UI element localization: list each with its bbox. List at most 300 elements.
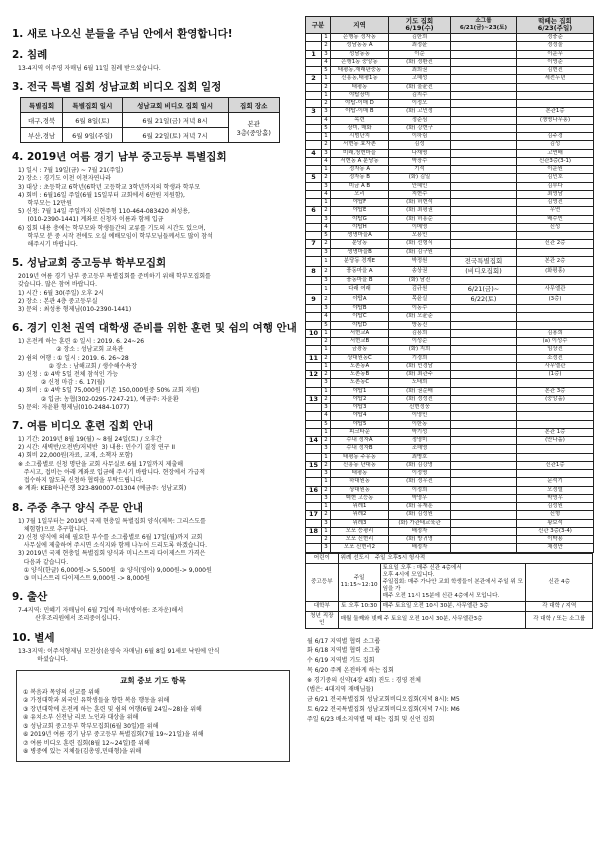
prayer-meeting-cell: 고혜성 bbox=[389, 75, 451, 83]
group-number-cell bbox=[306, 445, 322, 453]
prayer-meeting-cell: 송상권 bbox=[389, 266, 451, 276]
passing-text: 13-3지역: 이주석형제님 모친상(윤영숙 자매님) 6월 8일 91세로 낙원에 안식 하셨습니다. bbox=[18, 647, 220, 663]
prayer-meeting-cell: (화) 권순배 bbox=[389, 387, 451, 395]
table-row bbox=[306, 124, 594, 132]
meeting-schedule-table bbox=[305, 16, 594, 553]
prayer-meeting-cell: 도태희 bbox=[389, 379, 451, 387]
sub-number-cell: 3 bbox=[322, 215, 331, 223]
bread-breaking-cell: 이영준 bbox=[517, 58, 594, 66]
prayer-meeting-cell: 방동진 bbox=[389, 321, 451, 329]
bread-breaking-cell: 사무엘관 bbox=[517, 285, 594, 295]
small-group-cell bbox=[451, 276, 517, 284]
section-welcome bbox=[12, 26, 294, 41]
small-group-cell: 전국특별집회 bbox=[451, 256, 517, 266]
sub-number-cell: 1 bbox=[322, 34, 331, 42]
bread-breaking-cell bbox=[517, 420, 594, 428]
bread-breaking-cell: 황보석 bbox=[517, 519, 594, 527]
region-cell: 풍동마을 A bbox=[331, 266, 389, 276]
weekly-item: (범은: 4대지역 재배님들) bbox=[307, 686, 374, 694]
region-cell: 야탑장미 bbox=[331, 91, 389, 99]
prayer-meeting-cell: 김성 bbox=[389, 141, 451, 149]
region-cell: 위례3 bbox=[331, 519, 389, 527]
table-row bbox=[306, 166, 594, 174]
region-cell: 도촌동B bbox=[331, 371, 389, 379]
table-row bbox=[306, 174, 594, 182]
prayer-meeting-cell: 최정윤 bbox=[389, 42, 451, 50]
group-number-cell: 15 bbox=[306, 461, 322, 469]
group-number-cell bbox=[306, 428, 322, 436]
group-number-cell: 9 bbox=[306, 295, 322, 305]
small-group-cell bbox=[451, 34, 517, 42]
birth-text: 7-4지역: 민혜기 자매님이 6월 7일에 득녀(방이름: 조자운)해서 산후조리원에서 조리중이십니다. bbox=[18, 607, 184, 623]
prayer-meeting-cell: 이정명 bbox=[389, 470, 451, 478]
table-row bbox=[306, 157, 594, 165]
prayer-meeting-cell: 오용민 bbox=[389, 232, 451, 240]
prayer-meeting-cell: (화) 최관주 bbox=[389, 371, 451, 379]
region-cell: 금광동 bbox=[331, 346, 389, 354]
group-number-cell: 10 bbox=[306, 329, 322, 337]
sub-number-cell: 2 bbox=[322, 240, 331, 248]
region-cell: 태평동 주유동 bbox=[331, 453, 389, 461]
sub-number-cell: 2 bbox=[322, 207, 331, 215]
bread-breaking-cell: 고연배 bbox=[517, 149, 594, 157]
table-row bbox=[306, 67, 594, 75]
region-cell: 생명마을B bbox=[331, 248, 389, 256]
birth-heading: 9. 출산 bbox=[12, 591, 48, 604]
group-cell: 중고등부 bbox=[306, 563, 339, 601]
prayer-meeting-cell: 최병호 bbox=[389, 453, 451, 461]
prayer-meeting-cell: 김규원 bbox=[389, 285, 451, 295]
bread-breaking-cell: 김성원 bbox=[517, 503, 594, 511]
table-row bbox=[306, 362, 594, 370]
region-cell: 미금 A B bbox=[331, 182, 389, 190]
header-cell: 떡떼는 집회 6/23(주일) bbox=[517, 17, 594, 34]
sub-number-cell: 2 bbox=[322, 141, 331, 149]
region-cell: 서현교B bbox=[331, 338, 389, 346]
weekly-schedule bbox=[305, 637, 593, 725]
note-cell: 토요일 오후 : 매주 신관 4층에서 오후 4시에 모입니다. 주일집회: 매주 가나안 교회 학생들이 본관에서 주일 위 모임을 가 매주 오전 11시 15분에 신관 4층에서 모입니다. bbox=[380, 563, 526, 601]
training-trip-text: 1) 온전케 하는 훈련 ① 일시 : 2019. 6. 24~26 ② 장소 : 성남교회 교육관 2) 쉼의 여행 : ① 일시 : 2019. 6. 26~28 ② 장소 : 남해교회 / 생수해수욕장 3) 신청 : ① 4박 5일 전체 참석인 가능 ② 신청 마감 : 6. 17(월) 4) 회비 : ① 4박 5일 75,000원 (기존 150,000원중 50% 교회 지원) ② 입금: 농협(302-0295-7247-21), 예금주: 자윤환 5) 문의: 자윤환 형제님(010-2484-1077) bbox=[18, 338, 200, 411]
group-number-cell bbox=[306, 199, 322, 207]
prayer-meeting-cell: (화) 울윤진 bbox=[389, 83, 451, 91]
group-number-cell: 18 bbox=[306, 527, 322, 535]
video-schedule-heading: 3. 전국 특별 집회 성남교회 비디오 집회 일정 bbox=[12, 81, 222, 94]
group-number-cell bbox=[306, 470, 322, 478]
sub-number-cell: 3 bbox=[322, 544, 331, 552]
video-date-cell: 6월 21일(금) 저녁 8시 bbox=[122, 113, 228, 128]
group-number-cell bbox=[306, 494, 322, 502]
small-group-cell bbox=[451, 223, 517, 231]
time-cell: 토 오후 10:30 bbox=[338, 601, 380, 611]
region-cell: 풍동마을 B bbox=[331, 276, 389, 284]
small-group-cell bbox=[451, 437, 517, 445]
group-number-cell bbox=[306, 321, 322, 329]
region-cell: 성남동동 A bbox=[331, 42, 389, 50]
bread-breaking-cell bbox=[517, 404, 594, 412]
region-cell: 정자동 B bbox=[331, 174, 389, 182]
prayer-meeting-cell: 이정희 bbox=[389, 486, 451, 494]
order-guide-text: 1) 7월 1일부터는 2019년 국제 현충일 특별집회 양식(제목: 그리스도를 체험함)으로 추구합니다. 2) 신청 양식에 의해 필요한 부수를 소그룹별로 6월 17일(월)까지 교회 사무실에 제출하여 주시면 소식지와 함께 나누어 드리도록 하겠습니다. 3) 2019년 국제 현충일 특별집회 양식과 미니스트리 다이제스트 가격은 다음과 같습니다. ① 양식(한글) 6,000원-> 5,500원 ② 양식(영어) 9,000원-> 9,000원 ③ 미니스트리 다이제스트 9,000원 -> 8,000원 bbox=[18, 517, 212, 582]
bread-breaking-cell bbox=[517, 412, 594, 420]
region-cell: 야탑2 bbox=[331, 395, 389, 403]
small-group-cell bbox=[451, 141, 517, 149]
group-number-cell bbox=[306, 58, 322, 66]
bread-breaking-cell: 소정진 bbox=[517, 354, 594, 362]
bread-breaking-cell bbox=[517, 445, 594, 453]
bread-breaking-cell: 세전두년 bbox=[517, 75, 594, 83]
group-number-cell bbox=[306, 124, 322, 132]
sub-number-cell: 1 bbox=[322, 478, 331, 486]
weekly-item: 주일 6/23 배소지역별 떡 때는 집회 및 신언 집회 bbox=[307, 715, 435, 723]
small-group-cell bbox=[451, 544, 517, 552]
region-cell: 야탑G bbox=[331, 215, 389, 223]
table-row bbox=[306, 379, 594, 387]
group-number-cell bbox=[306, 83, 322, 91]
sub-number-cell: 2 bbox=[322, 338, 331, 346]
small-group-cell bbox=[451, 116, 517, 124]
sub-number-cell: 3 bbox=[322, 182, 331, 190]
table-row bbox=[306, 295, 594, 305]
prayer-meeting-cell: (화) 김성원 bbox=[389, 511, 451, 519]
bread-breaking-cell: (만나홀) bbox=[517, 437, 594, 445]
small-group-cell bbox=[451, 486, 517, 494]
small-group-cell bbox=[451, 166, 517, 174]
bread-breaking-cell: 본관1층 bbox=[517, 108, 594, 116]
sub-number-cell: 1 bbox=[322, 527, 331, 535]
small-group-cell bbox=[451, 207, 517, 215]
sub-number-cell: 1 bbox=[322, 362, 331, 370]
group-number-cell bbox=[306, 133, 322, 141]
small-group-cell bbox=[451, 379, 517, 387]
group-number-cell bbox=[306, 34, 322, 42]
section-order-guide bbox=[12, 500, 294, 584]
table-row bbox=[306, 611, 593, 628]
bread-breaking-cell: 박영우 bbox=[517, 494, 594, 502]
prayer-meeting-cell: 목윤실 bbox=[389, 295, 451, 305]
region-cell: 분당동 bbox=[331, 240, 389, 248]
sub-number-cell: 3 bbox=[322, 149, 331, 157]
group-number-cell: 17 bbox=[306, 511, 322, 519]
region-cell: 야탑A bbox=[331, 295, 389, 305]
prayer-meeting-cell: 이하림 bbox=[389, 133, 451, 141]
prayer-meeting-cell: 김지수 bbox=[389, 91, 451, 99]
header-cell: 집회 장소 bbox=[228, 98, 280, 113]
small-group-cell bbox=[451, 478, 517, 486]
region-cell: 상대원동 bbox=[331, 486, 389, 494]
small-group-cell bbox=[451, 100, 517, 108]
prayer-item: ④ 유치소부 신전남 리로 노인과 대상을 위해 bbox=[23, 714, 139, 722]
region-text: 위례 선도시 bbox=[340, 554, 370, 561]
sub-number-cell: 3 bbox=[322, 445, 331, 453]
table-row bbox=[306, 428, 594, 436]
baptism-heading: 2. 침례 bbox=[12, 49, 48, 61]
table-row bbox=[306, 536, 594, 544]
schedule-header-row bbox=[306, 17, 594, 34]
header-cell: 성남교회 비디오 집회 일시 bbox=[122, 98, 228, 113]
bread-breaking-cell: 임상진 bbox=[517, 346, 594, 354]
sub-number-cell: 4 bbox=[322, 223, 331, 231]
group-number-cell bbox=[306, 313, 322, 321]
group-number-cell: 8 bbox=[306, 266, 322, 276]
table-row bbox=[306, 232, 594, 240]
group-number-cell bbox=[306, 248, 322, 256]
prayer-item: ③ 장년대학에 온전케 하는 훈련 및 쉼의 여행(6월 24일~28)을 위해 bbox=[23, 705, 202, 713]
other-meetings-table bbox=[305, 553, 593, 629]
sub-number-cell: 2 bbox=[322, 354, 331, 362]
table-row bbox=[306, 346, 594, 354]
bread-breaking-cell: 본관 3층 bbox=[517, 387, 594, 395]
bread-breaking-cell: 신관 3층(3-4) bbox=[517, 527, 594, 535]
bread-breaking-cell: 우연 bbox=[517, 207, 594, 215]
table-row bbox=[306, 108, 594, 116]
region-cell: 태평동,재래판중동 bbox=[331, 67, 389, 75]
group-number-cell bbox=[306, 379, 322, 387]
small-group-cell bbox=[451, 157, 517, 165]
table-row bbox=[21, 113, 280, 128]
table-row bbox=[306, 519, 594, 527]
small-group-cell bbox=[451, 305, 517, 313]
prayer-meeting-cell: 이순 bbox=[389, 50, 451, 58]
group-number-cell bbox=[306, 305, 322, 313]
small-group-cell bbox=[451, 133, 517, 141]
table-row bbox=[306, 503, 594, 511]
region-cell: 위례2 bbox=[331, 511, 389, 519]
prayer-meeting-cell: (화) 강현구 bbox=[389, 124, 451, 132]
sub-number-cell: 5 bbox=[322, 232, 331, 240]
group-number-cell bbox=[306, 412, 322, 420]
group-number-cell bbox=[306, 100, 322, 108]
right-column bbox=[305, 16, 593, 725]
bread-breaking-cell: (화평홍) bbox=[517, 266, 594, 276]
region-cell: 도촌동A bbox=[331, 362, 389, 370]
table-row bbox=[306, 544, 594, 552]
group-number-cell bbox=[306, 223, 322, 231]
bread-breaking-cell: (1층) bbox=[517, 371, 594, 379]
table-row bbox=[306, 305, 594, 313]
region-cell: 목련 bbox=[331, 116, 389, 124]
group-number-cell bbox=[306, 91, 322, 99]
bread-breaking-cell: 이박용 bbox=[517, 536, 594, 544]
note-cell: 매월 둘째와 넷째 주 토요일 오전 10시 30분, 사무엘관3층 bbox=[338, 611, 526, 628]
table-row bbox=[306, 478, 594, 486]
group-number-cell: 13 bbox=[306, 395, 322, 403]
prayer-meeting-cell: 지현수 bbox=[389, 190, 451, 198]
prayer-meeting-cell: (화) 최평권 bbox=[389, 207, 451, 215]
bread-breaking-cell bbox=[517, 276, 594, 284]
sub-number-cell: 3 bbox=[322, 305, 331, 313]
table-row bbox=[306, 412, 594, 420]
group-number-cell bbox=[306, 166, 322, 174]
sub-number-cell: 2 bbox=[322, 486, 331, 494]
parents-meeting-heading: 5. 성남교회 중고등부 학부모집회 bbox=[12, 257, 167, 270]
table-row bbox=[306, 404, 594, 412]
region-cell: 장미, 매화 bbox=[331, 124, 389, 132]
small-group-cell bbox=[451, 321, 517, 329]
bread-breaking-cell: (3층) bbox=[517, 295, 594, 305]
sub-number-cell: 3 bbox=[322, 404, 331, 412]
table-row bbox=[306, 100, 594, 108]
region-cell: 오리 bbox=[331, 190, 389, 198]
small-group-cell bbox=[451, 412, 517, 420]
bread-breaking-cell: 정정울 bbox=[517, 42, 594, 50]
region-cell: 야탑B bbox=[331, 305, 389, 313]
table-row bbox=[306, 313, 594, 321]
table-row bbox=[306, 470, 594, 478]
region-cell: 야탑C bbox=[331, 313, 389, 321]
region-cell: 상대원동C bbox=[331, 354, 389, 362]
bread-breaking-cell bbox=[517, 248, 594, 256]
prayer-title: 교회 중보 기도 항목 bbox=[120, 675, 186, 685]
group-number-cell: 12 bbox=[306, 371, 322, 379]
welcome-heading: 1. 새로 나오신 분들을 주님 안에서 환영합니다! bbox=[12, 28, 233, 40]
section-summer-conference bbox=[12, 149, 294, 249]
prayer-item: ⑦ 여름 비디오 훈련 집회(8월 12~24일)를 위해 bbox=[23, 739, 150, 747]
sub-number-cell: 4 bbox=[322, 58, 331, 66]
bread-breaking-cell: 이운무 bbox=[517, 50, 594, 58]
header-cell: 기도 집회 6/19(수) bbox=[389, 17, 451, 34]
video-schedule-header-row bbox=[21, 98, 280, 113]
region-cell: 은행동 정자동 bbox=[331, 34, 389, 42]
place-cell: 각 대학 / 또는 소그룹 bbox=[526, 611, 593, 628]
small-group-cell: (비디오집회) bbox=[451, 266, 517, 276]
place-cell: 신관 4층 bbox=[526, 563, 593, 601]
table-row bbox=[306, 321, 594, 329]
prayer-meeting-cell: 기석 bbox=[389, 166, 451, 174]
place-cell: 각 대학 / 지역 bbox=[526, 601, 593, 611]
small-group-cell bbox=[451, 354, 517, 362]
group-number-cell bbox=[306, 346, 322, 354]
sub-number-cell: 4 bbox=[322, 157, 331, 165]
prayer-meeting-cell: 조해영 bbox=[389, 445, 451, 453]
region-cell: 오포 신현리 bbox=[331, 536, 389, 544]
prayer-meeting-cell: 박장수 bbox=[389, 157, 451, 165]
table-row bbox=[306, 116, 594, 124]
sub-number-cell: 3 bbox=[322, 379, 331, 387]
table-row bbox=[306, 256, 594, 266]
prayer-box bbox=[16, 670, 290, 762]
small-group-cell bbox=[451, 240, 517, 248]
small-group-cell bbox=[451, 461, 517, 469]
region-cell: 정자동 A bbox=[331, 166, 389, 174]
sub-number-cell: 1 bbox=[322, 503, 331, 511]
passing-heading: 10. 별세 bbox=[12, 631, 55, 644]
bread-breaking-cell: 김민호 bbox=[517, 174, 594, 182]
small-group-cell: 6/21(금)~ bbox=[451, 285, 517, 295]
prayer-meeting-cell: (화) 남진 bbox=[389, 276, 451, 284]
table-row bbox=[306, 149, 594, 157]
sub-number-cell: 1 bbox=[322, 453, 331, 461]
group-cell: 어린이 bbox=[306, 553, 339, 563]
header-cell: 구분 bbox=[306, 17, 331, 34]
date-cell: 6월 9일(주일) bbox=[63, 128, 123, 143]
bread-breaking-cell: 김성 bbox=[517, 141, 594, 149]
bread-breaking-cell bbox=[517, 379, 594, 387]
prayer-item: ⑧ 병중에 있는 지체들(김총영,민태형)을 위해 bbox=[23, 748, 142, 756]
region-cell: 야탑E bbox=[331, 207, 389, 215]
group-number-cell bbox=[306, 190, 322, 198]
bread-breaking-cell bbox=[517, 453, 594, 461]
small-group-cell bbox=[451, 387, 517, 395]
small-group-cell bbox=[451, 215, 517, 223]
sub-number-cell: 2 bbox=[322, 174, 331, 182]
sub-number-cell: 2 bbox=[322, 295, 331, 305]
small-group-cell bbox=[451, 75, 517, 83]
table-row bbox=[306, 601, 593, 611]
table-row bbox=[306, 215, 594, 223]
group-number-cell: 1 bbox=[306, 50, 322, 58]
table-row bbox=[306, 133, 594, 141]
small-group-cell bbox=[451, 362, 517, 370]
small-group-cell bbox=[451, 494, 517, 502]
group-number-cell bbox=[306, 519, 322, 527]
prayer-meeting-cell: (화) 민경남 bbox=[389, 362, 451, 370]
bread-breaking-cell: 신관3층(3-1) bbox=[517, 157, 594, 165]
group-number-cell bbox=[306, 232, 322, 240]
left-column bbox=[12, 24, 297, 762]
small-group-cell bbox=[451, 58, 517, 66]
header-cell: 특별집회 bbox=[21, 98, 63, 113]
table-row bbox=[306, 223, 594, 231]
prayer-meeting-cell: 기경희 bbox=[389, 354, 451, 362]
group-number-cell bbox=[306, 141, 322, 149]
sub-number-cell: 1 bbox=[322, 166, 331, 174]
group-number-cell bbox=[306, 338, 322, 346]
table-row bbox=[306, 276, 594, 284]
section-passing bbox=[12, 630, 294, 664]
prayer-item: ⑤ 성남교회 중고등부 학부모집회(6월 30일)를 위해 bbox=[23, 722, 159, 730]
group-number-cell: 7 bbox=[306, 240, 322, 248]
small-group-cell bbox=[451, 420, 517, 428]
prayer-meeting-cell: 김용희 bbox=[389, 329, 451, 337]
region-cell: 신흥동 단대동 bbox=[331, 461, 389, 469]
table-row bbox=[306, 34, 594, 42]
prayer-meeting-cell: 신현정웅 bbox=[389, 404, 451, 412]
group-number-cell: 4 bbox=[306, 149, 322, 157]
small-group-cell bbox=[451, 42, 517, 50]
weekly-item: 금 6/21 전국특별집회 성남교회비디오집회(저녁 8시): M5 bbox=[307, 696, 460, 704]
sub-number-cell: 1 bbox=[322, 75, 331, 83]
group-number-cell bbox=[306, 362, 322, 370]
sub-number-cell: 2 bbox=[322, 42, 331, 50]
table-row bbox=[306, 266, 594, 276]
weekly-item: 화 6/18 지역별 협력 소그룹 bbox=[307, 647, 381, 655]
small-group-cell bbox=[451, 338, 517, 346]
sub-number-cell: 3 bbox=[322, 276, 331, 284]
region-cell: 야탑H bbox=[331, 223, 389, 231]
small-group-cell bbox=[451, 470, 517, 478]
small-group-cell bbox=[451, 329, 517, 337]
group-number-cell bbox=[306, 116, 322, 124]
sub-number-cell: 3 bbox=[322, 50, 331, 58]
weekly-item: ※ 경기중의 신약(4장 4회) 진도 : 경영 전체 bbox=[307, 676, 421, 684]
sub-number-cell: 4 bbox=[322, 412, 331, 420]
bread-breaking-cell: 사무엘관 bbox=[517, 362, 594, 370]
prayer-meeting-cell: (화) 김강영 bbox=[389, 461, 451, 469]
weekly-item: 토 6/22 전국특별집회 성남교회비디오집회(저녁 7시): M6 bbox=[307, 706, 460, 714]
sub-number-cell: 2 bbox=[322, 83, 331, 91]
table-row bbox=[306, 199, 594, 207]
table-row bbox=[306, 58, 594, 66]
sub-number-cell: 1 bbox=[322, 428, 331, 436]
region-cell: 백현 고등동 bbox=[331, 494, 389, 502]
bread-breaking-cell: 본관 1층 bbox=[517, 428, 594, 436]
bread-breaking-cell: 김부다 bbox=[517, 182, 594, 190]
group-number-cell bbox=[306, 256, 322, 266]
prayer-meeting-cell: 박기성 bbox=[389, 428, 451, 436]
table-row bbox=[306, 248, 594, 256]
parents-meeting-text: 2019년 여름 경기 남부 중고등부 특별집회를 준비하기 위해 학부모집회를 갖습니다. 많은 참여 바랍니다. 1) 시간 : 6월 30(주일) 오후 2시 2) 장소 : 본관 4층 중고등부실 3) 문의 : 최성용 형제님(010-2390-1441) bbox=[18, 273, 211, 314]
bread-breaking-cell bbox=[517, 232, 594, 240]
